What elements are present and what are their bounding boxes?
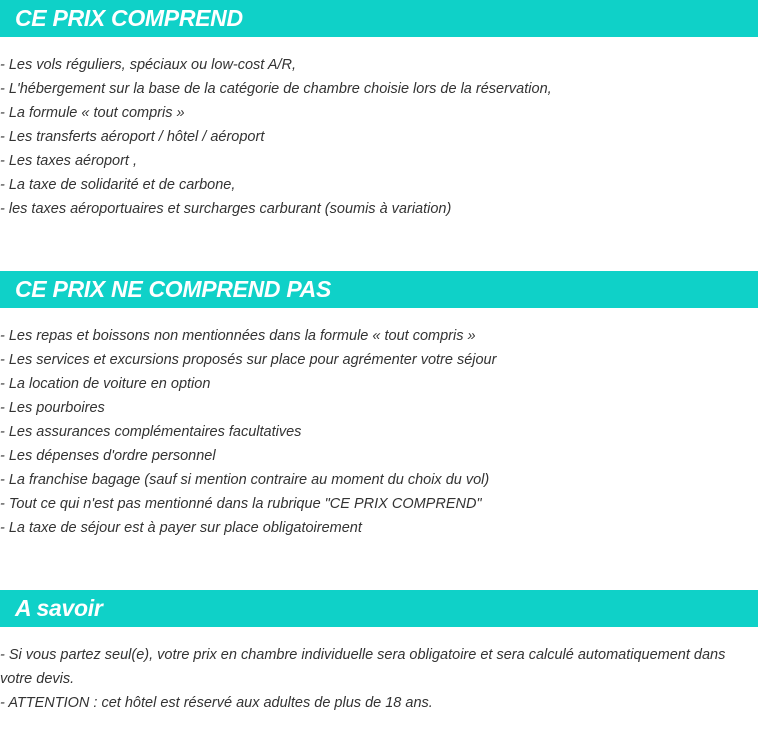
list-item: - La formule « tout compris »	[0, 105, 185, 121]
list-item: - Les dépenses d'ordre personnel	[0, 448, 216, 464]
list-item: - L'hébergement sur la base de la catégorie de chambre choisie lors de la réservation,	[0, 81, 552, 97]
section-header	[0, 0, 758, 37]
section-price-includes	[0, 0, 758, 221]
list-item: - La taxe de séjour est à payer sur place obligatoirement	[0, 520, 362, 536]
list-item: - les taxes aéroportuaires et surcharges carburant (soumis à variation)	[0, 201, 452, 217]
list-item: - La franchise bagage (sauf si mention contraire au moment du choix du vol)	[0, 472, 490, 488]
list-item: - Les pourboires	[0, 400, 105, 416]
section-title: CE PRIX NE COMPREND PAS	[15, 276, 331, 302]
list-item: - Si vous partez seul(e), votre prix en chambre individuelle sera obligatoire et sera calculé automatiquement dans votre devis.	[0, 647, 726, 687]
list-item: - Les services et excursions proposés sur place pour agrémenter votre séjour	[0, 352, 497, 368]
good-to-know-list	[0, 643, 758, 715]
section-header	[0, 271, 758, 308]
section-title: A savoir	[15, 595, 103, 621]
list-item: - Les transferts aéroport / hôtel / aéroport	[0, 129, 265, 145]
list-item: - La location de voiture en option	[0, 376, 211, 392]
price-includes-list	[0, 53, 758, 221]
list-item: - Les repas et boissons non mentionnées dans la formule « tout compris »	[0, 328, 476, 344]
section-price-excludes	[0, 271, 758, 540]
list-item: - La taxe de solidarité et de carbone,	[0, 177, 236, 193]
list-item: - Les vols réguliers, spéciaux ou low-cost A/R,	[0, 57, 297, 73]
list-item: - Les taxes aéroport ,	[0, 153, 138, 169]
price-excludes-list	[0, 324, 758, 540]
list-item: - Les assurances complémentaires facultatives	[0, 424, 302, 440]
list-item: - ATTENTION : cet hôtel est réservé aux adultes de plus de 18 ans.	[0, 695, 433, 711]
section-good-to-know	[0, 590, 758, 715]
section-title: CE PRIX COMPREND	[15, 5, 243, 31]
list-item: - Tout ce qui n'est pas mentionné dans la rubrique "CE PRIX COMPREND"	[0, 496, 482, 512]
section-header	[0, 590, 758, 627]
